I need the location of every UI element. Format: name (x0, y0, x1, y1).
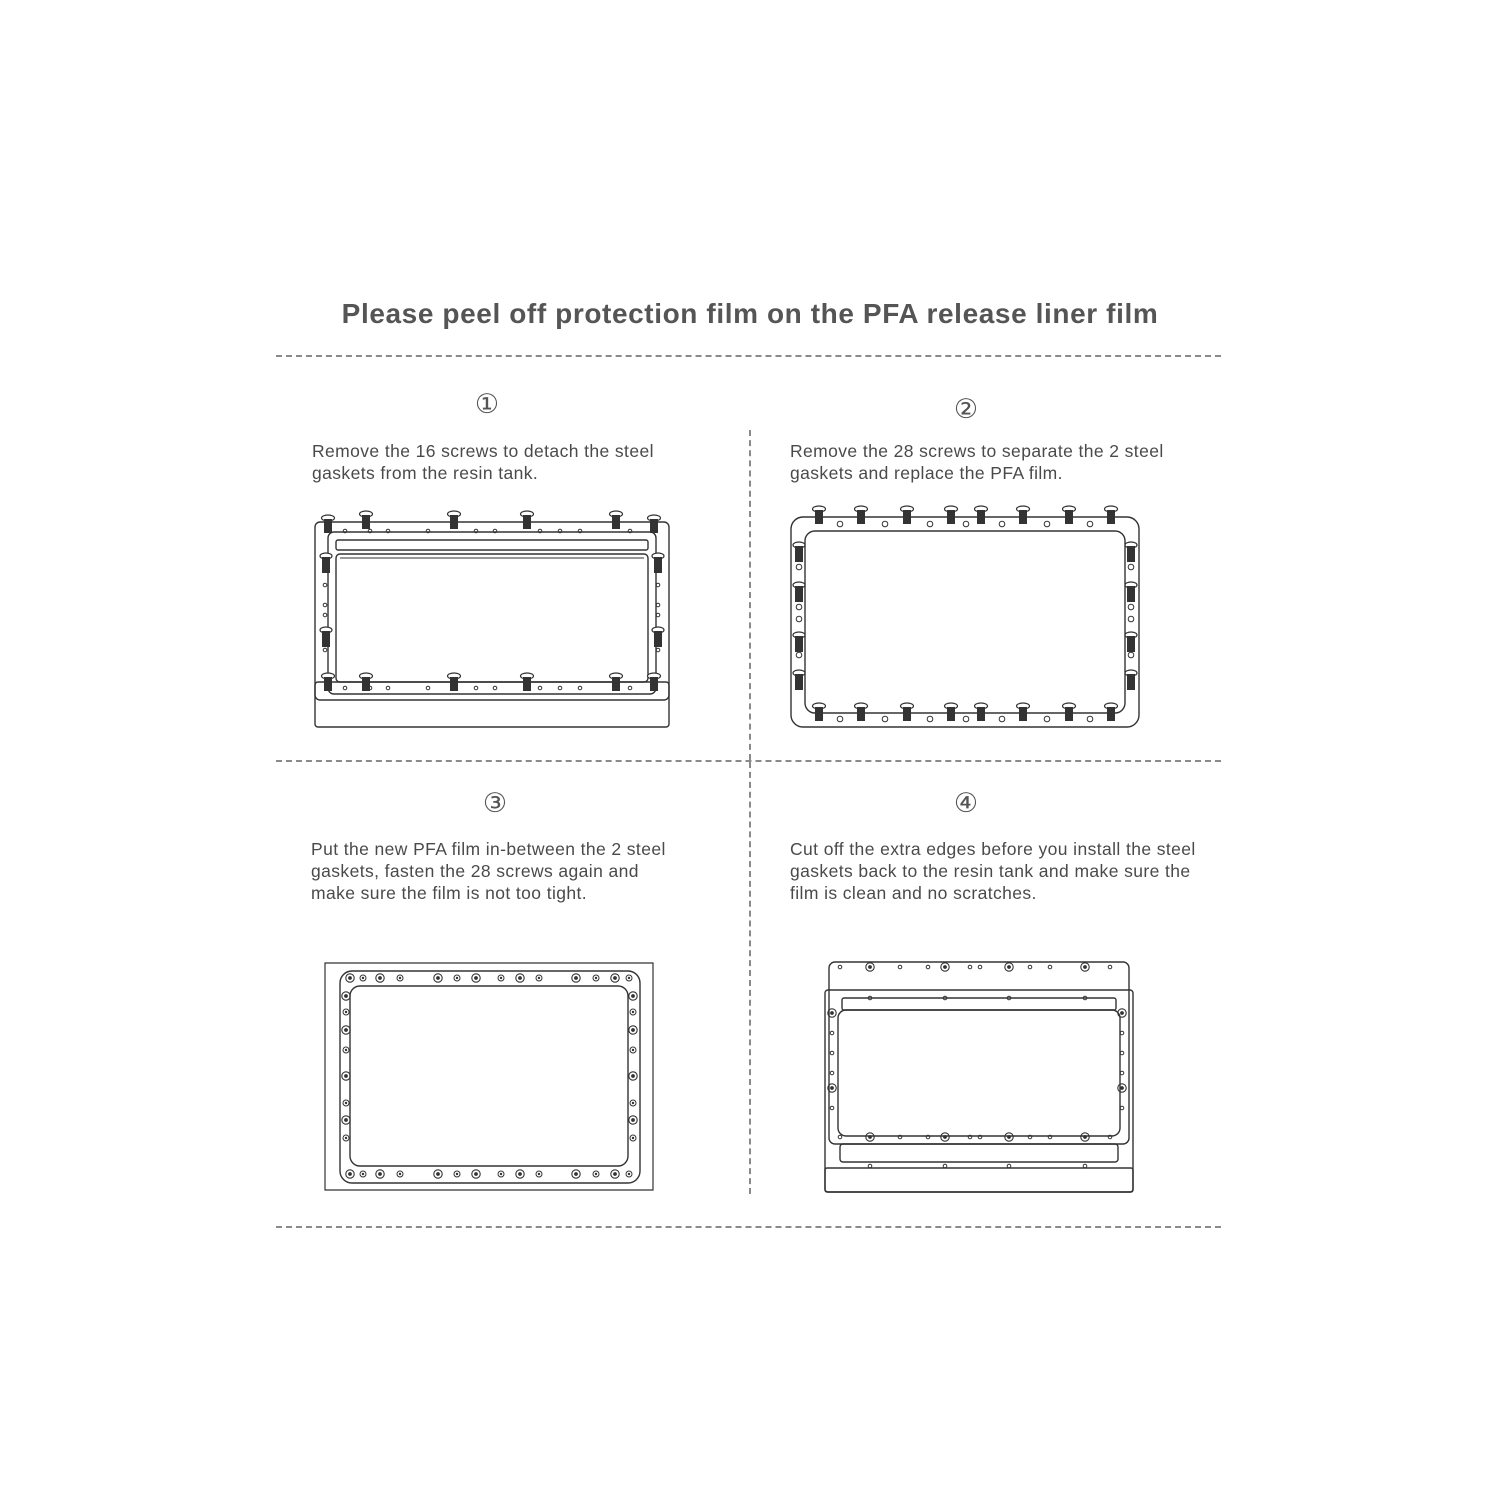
bolt-hole (796, 616, 802, 622)
screw-shaft (650, 677, 658, 691)
hole-dot (632, 1049, 634, 1051)
bolt-hole (1007, 1164, 1011, 1168)
screw-socket (518, 976, 522, 980)
bolt-hole (343, 686, 347, 690)
bolt-hole (838, 965, 842, 969)
resin-tank-illustration (310, 510, 675, 735)
hole-dot (632, 1137, 634, 1139)
gasket-window (838, 1010, 1120, 1136)
bolt-hole (796, 604, 802, 610)
screw-socket (474, 976, 478, 980)
screw-socket (344, 1118, 348, 1122)
screw-socket (344, 1028, 348, 1032)
screw-socket (474, 1172, 478, 1176)
screw-socket (830, 1086, 834, 1090)
screw-shaft (903, 707, 911, 721)
bolt-hole (837, 521, 843, 527)
hole-dot (628, 1173, 630, 1175)
bolt-hole (656, 603, 660, 607)
bolt-hole (1128, 616, 1134, 622)
screw-shaft (1065, 510, 1073, 524)
hole-dot (538, 1173, 540, 1175)
bolt-hole (1128, 564, 1134, 570)
bolt-hole (927, 521, 933, 527)
bolt-hole (386, 686, 390, 690)
screw-socket (631, 1028, 635, 1032)
bolt-hole (1048, 965, 1052, 969)
step-text-2: Remove the 28 screws to separate the 2 steel gaskets and replace the PFA film. (790, 441, 1164, 483)
gasket-outer (829, 962, 1129, 1144)
bolt-hole (943, 1164, 947, 1168)
bolt-hole (1120, 1106, 1124, 1110)
screw-socket (868, 1135, 872, 1139)
divider-vertical-upper (749, 430, 751, 760)
divider-bottom (276, 1226, 1221, 1228)
screw-shaft (322, 631, 330, 647)
screw-socket (348, 976, 352, 980)
screw-socket (830, 1011, 834, 1015)
screw-socket (574, 976, 578, 980)
screw-shaft (947, 510, 955, 524)
screw-shaft (450, 515, 458, 529)
screw-shaft (450, 677, 458, 691)
bolt-hole (1044, 716, 1050, 722)
bolt-hole (796, 564, 802, 570)
screw-socket (378, 1172, 382, 1176)
bolt-hole (1108, 965, 1112, 969)
screw-shaft (523, 677, 531, 691)
screw-socket (1120, 1086, 1124, 1090)
screw-shaft (654, 557, 662, 573)
screw-socket (943, 965, 947, 969)
gasket-lip (842, 998, 1116, 1010)
hole-dot (456, 977, 458, 979)
bolt-hole (323, 613, 327, 617)
bolt-hole (838, 1135, 842, 1139)
bolt-hole (1120, 1071, 1124, 1075)
bolt-hole (1044, 521, 1050, 527)
screw-socket (436, 1172, 440, 1176)
bolt-hole (656, 583, 660, 587)
bolt-hole (1128, 604, 1134, 610)
bolt-hole (474, 686, 478, 690)
gasket-outer (328, 532, 656, 694)
screw-shaft (795, 674, 803, 690)
screw-shaft (1127, 674, 1135, 690)
bolt-hole (426, 686, 430, 690)
bolt-hole (323, 648, 327, 652)
hole-dot (500, 1173, 502, 1175)
hole-dot (632, 1102, 634, 1104)
installed-tank-illustration (820, 958, 1140, 1198)
screw-socket (1083, 965, 1087, 969)
gasket-inner (350, 986, 628, 1166)
screw-shaft (795, 546, 803, 562)
screw-socket (344, 1074, 348, 1078)
bolt-hole (1128, 652, 1134, 658)
bolt-hole (323, 583, 327, 587)
tank-base (825, 1168, 1133, 1192)
step-number-3: ③ (482, 788, 508, 819)
steel-gaskets-illustration (785, 505, 1145, 735)
screw-shaft (857, 510, 865, 524)
hole-dot (628, 977, 630, 979)
hole-dot (345, 1049, 347, 1051)
gasket-outer (340, 971, 640, 1183)
bolt-hole (628, 686, 632, 690)
bolt-hole (656, 648, 660, 652)
screw-socket (1007, 965, 1011, 969)
bolt-hole (882, 521, 888, 527)
screw-socket (436, 976, 440, 980)
screw-shaft (795, 586, 803, 602)
hole-dot (595, 1173, 597, 1175)
hole-dot (399, 977, 401, 979)
bolt-hole (493, 686, 497, 690)
screw-shaft (612, 677, 620, 691)
screw-shaft (322, 557, 330, 573)
screw-socket (1083, 1135, 1087, 1139)
tank-opening (336, 554, 648, 682)
bolt-hole (968, 965, 972, 969)
screw-socket (1007, 1135, 1011, 1139)
bolt-hole (868, 1164, 872, 1168)
screw-shaft (1107, 510, 1115, 524)
hole-dot (500, 977, 502, 979)
hole-dot (345, 1102, 347, 1104)
screw-shaft (1127, 636, 1135, 652)
screw-socket (574, 1172, 578, 1176)
bolt-hole (538, 686, 542, 690)
bolt-hole (1028, 965, 1032, 969)
screw-socket (613, 1172, 617, 1176)
page-title: Please peel off protection film on the PFA release liner film (341, 298, 1159, 329)
bolt-hole (1083, 1164, 1087, 1168)
screw-shaft (815, 707, 823, 721)
bolt-hole (830, 1031, 834, 1035)
bolt-hole (578, 686, 582, 690)
screw-shaft (324, 677, 332, 691)
hole-dot (595, 977, 597, 979)
screw-shaft (977, 707, 985, 721)
screw-shaft (362, 677, 370, 691)
step-number-1: ① (474, 389, 500, 420)
hole-dot (345, 1137, 347, 1139)
screw-shaft (612, 515, 620, 529)
hole-dot (362, 977, 364, 979)
screw-socket (518, 1172, 522, 1176)
screw-shaft (362, 515, 370, 529)
bolt-hole (882, 716, 888, 722)
gasket-inner (805, 531, 1125, 713)
divider-vertical-lower (749, 762, 751, 1194)
hole-dot (632, 1011, 634, 1013)
bolt-hole (837, 716, 843, 722)
gasket-outer (791, 517, 1139, 727)
screw-socket (348, 1172, 352, 1176)
screw-socket (631, 1074, 635, 1078)
screw-shaft (1019, 707, 1027, 721)
bolt-hole (978, 965, 982, 969)
screw-shaft (857, 707, 865, 721)
screw-shaft (947, 707, 955, 721)
screw-socket (1120, 1011, 1124, 1015)
screw-shaft (1127, 586, 1135, 602)
screw-shaft (523, 515, 531, 529)
screw-shaft (815, 510, 823, 524)
hole-dot (538, 977, 540, 979)
screw-socket (943, 1135, 947, 1139)
bolt-hole (830, 1071, 834, 1075)
bolt-hole (898, 965, 902, 969)
bolt-hole (999, 521, 1005, 527)
screw-shaft (795, 636, 803, 652)
screw-shaft (324, 519, 332, 533)
step-text-4: Cut off the extra edges before you install the steel gaskets back to the resin tank and make sure the film is clean and no scratches. (790, 839, 1196, 903)
bolt-hole (926, 965, 930, 969)
screw-socket (344, 994, 348, 998)
hole-dot (456, 1173, 458, 1175)
tank-lower-lip (840, 1144, 1118, 1162)
bolt-hole (999, 716, 1005, 722)
hole-dot (345, 1011, 347, 1013)
bolt-hole (1087, 716, 1093, 722)
screw-shaft (1019, 510, 1027, 524)
gasket-inner-lip (336, 540, 648, 550)
bolt-hole (963, 521, 969, 527)
screw-socket (613, 976, 617, 980)
step-number-2: ② (953, 394, 979, 425)
bolt-hole (558, 686, 562, 690)
screw-socket (631, 994, 635, 998)
bolt-hole (1120, 1031, 1124, 1035)
screw-shaft (1065, 707, 1073, 721)
bolt-hole (796, 652, 802, 658)
bolt-hole (656, 613, 660, 617)
screw-shaft (650, 519, 658, 533)
screw-socket (868, 965, 872, 969)
screw-shaft (654, 631, 662, 647)
bolt-hole (1120, 1051, 1124, 1055)
hole-dot (362, 1173, 364, 1175)
gaskets-with-film-illustration (320, 958, 660, 1198)
hole-dot (399, 1173, 401, 1175)
bolt-hole (963, 716, 969, 722)
screw-socket (378, 976, 382, 980)
bolt-hole (830, 1051, 834, 1055)
step-text-1: Remove the 16 screws to detach the steel gaskets from the resin tank. (312, 441, 654, 483)
step-text-3: Put the new PFA film in-between the 2 steel gaskets, fasten the 28 screws again and make sure the film is not too tight. (311, 839, 666, 903)
screw-shaft (903, 510, 911, 524)
bolt-hole (323, 603, 327, 607)
step-number-4: ④ (953, 788, 979, 819)
screw-shaft (1107, 707, 1115, 721)
bolt-hole (927, 716, 933, 722)
screw-shaft (977, 510, 985, 524)
bolt-hole (830, 1106, 834, 1110)
screw-shaft (1127, 546, 1135, 562)
divider-top (276, 355, 1221, 357)
pfa-film-sheet (325, 963, 653, 1190)
bolt-hole (1087, 521, 1093, 527)
screw-socket (631, 1118, 635, 1122)
